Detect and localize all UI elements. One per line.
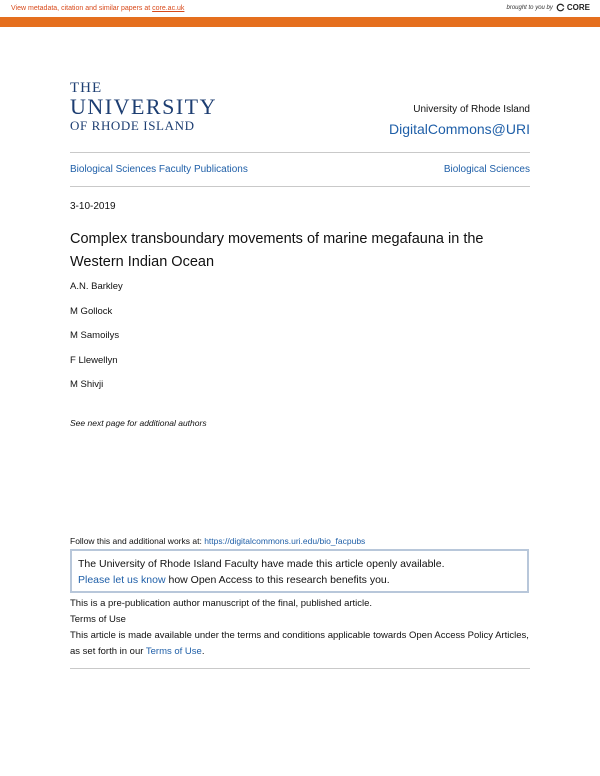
author-name: M Shivji: [70, 379, 104, 390]
author-name: M Gollock: [70, 305, 113, 317]
uri-logo-the: THE: [70, 80, 103, 96]
follow-url-link[interactable]: https://digitalcommons.uri.edu/bio_facpubs: [204, 536, 366, 546]
core-ring-icon: [556, 3, 565, 12]
publication-date: 3-10-2019: [70, 201, 116, 212]
terms-text: This article is made available under the terms and conditions applicable towards Open Access Policy Articles, as set forth in our: [70, 630, 529, 657]
institution-name: University of Rhode Island: [413, 104, 530, 115]
collection-nav: [70, 164, 530, 175]
provided-by: provided by DigitalCommons@URI: [510, 35, 588, 41]
core-orange-strip: [0, 17, 600, 41]
brought-by-text: brought to you by: [506, 4, 553, 11]
author-name: A.N. Barkley: [70, 281, 123, 292]
terms-of-use-link[interactable]: Terms of Use: [145, 646, 202, 657]
open-access-box: [70, 549, 529, 593]
collection-link[interactable]: Biological Sciences Faculty Publications: [70, 164, 248, 175]
terms-paragraph: [70, 628, 535, 660]
author-list: [70, 280, 123, 403]
core-link-prefix: View metadata, citation and similar papers at: [11, 5, 153, 12]
department-link[interactable]: Biological Sciences: [443, 164, 530, 175]
author-name: F Llewellyn: [70, 354, 118, 366]
preprint-note: This is a pre-publication author manuscript of the final, published article.: [70, 598, 373, 609]
terms-heading: Terms of Use: [70, 614, 126, 625]
terms-end: .: [201, 646, 205, 657]
terms-section: [70, 596, 535, 660]
open-access-statement: The University of Rhode Island Faculty have made this article openly available.: [78, 558, 445, 570]
uri-logo[interactable]: [70, 80, 217, 134]
core-link-domain[interactable]: core.ac.uk: [152, 5, 185, 12]
feedback-rest: how Open Access to this research benefits you.: [165, 574, 390, 586]
additional-authors-note: See next page for additional authors: [70, 418, 207, 428]
article-title: Complex transboundary movements of marine megafauna in the Western Indian Ocean: [70, 231, 484, 270]
author-name: M Samoilys: [70, 330, 120, 341]
repository-link[interactable]: DigitalCommons@URI: [388, 121, 530, 137]
divider-bottom: [70, 668, 530, 669]
core-logo[interactable]: [556, 3, 590, 12]
core-metadata-link[interactable]: [11, 5, 184, 12]
divider-nav: [70, 186, 530, 187]
uri-logo-university: UNIVERSITY: [70, 94, 217, 119]
feedback-link[interactable]: Please let us know: [78, 574, 166, 586]
core-banner: [0, 0, 600, 17]
repository-header: [389, 103, 530, 139]
follow-prefix: Follow this and additional works at:: [70, 536, 205, 546]
uri-logo-of-ri: OF RHODE ISLAND: [70, 118, 195, 133]
brought-to-you-by: [507, 3, 591, 12]
follow-line: [70, 536, 365, 546]
core-logo-text: CORE: [566, 3, 590, 12]
divider-top: [70, 152, 530, 153]
open-access-feedback: [78, 572, 521, 588]
